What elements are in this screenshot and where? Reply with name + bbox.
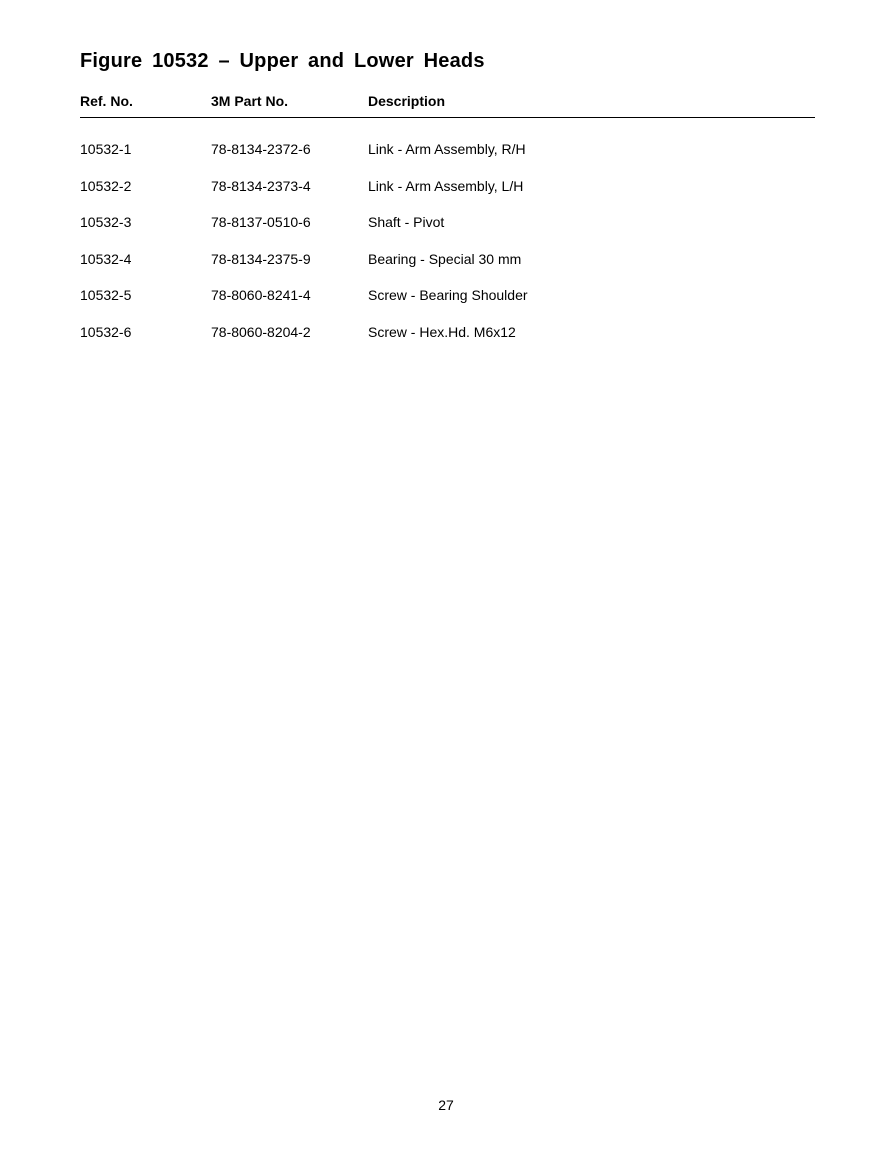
description-cell: Bearing - Special 30 mm: [368, 250, 522, 267]
description-cell: Link - Arm Assembly, R/H: [368, 141, 526, 157]
header-description: Description: [368, 93, 446, 109]
ref-no-cell: 10532-4: [80, 250, 132, 267]
description-cell: Screw - Bearing Shoulder: [368, 287, 528, 303]
description-cell: Link - Arm Assembly, L/H: [368, 177, 524, 194]
table-row: [80, 214, 815, 251]
description-cell: Screw - Hex.Hd. M6x12: [368, 323, 516, 340]
part-no-cell: 78-8060-8241-4: [211, 287, 311, 303]
table-row: [80, 178, 815, 215]
ref-no-cell: 10532-1: [80, 141, 132, 157]
table-row: [80, 324, 815, 361]
table-row: [80, 251, 815, 288]
part-no-cell: 78-8134-2375-9: [211, 250, 311, 267]
page-title: Figure 10532 – Upper and Lower Heads: [80, 50, 485, 72]
part-no-cell: 78-8134-2373-4: [211, 177, 311, 194]
part-no-cell: 78-8137-0510-6: [211, 214, 311, 230]
page-number: 27: [438, 1097, 454, 1113]
ref-no-cell: 10532-5: [80, 287, 132, 303]
part-no-cell: 78-8134-2372-6: [211, 141, 311, 157]
ref-no-cell: 10532-3: [80, 214, 132, 230]
table-header: [80, 93, 815, 118]
header-part-no: 3M Part No.: [211, 93, 289, 109]
table-row: [80, 287, 815, 324]
ref-no-cell: 10532-6: [80, 323, 132, 340]
parts-list: [80, 141, 815, 360]
description-cell: Shaft - Pivot: [368, 214, 445, 230]
ref-no-cell: 10532-2: [80, 177, 132, 194]
header-ref-no: Ref. No.: [80, 93, 133, 109]
table-row: [80, 141, 815, 178]
part-no-cell: 78-8060-8204-2: [211, 323, 311, 340]
